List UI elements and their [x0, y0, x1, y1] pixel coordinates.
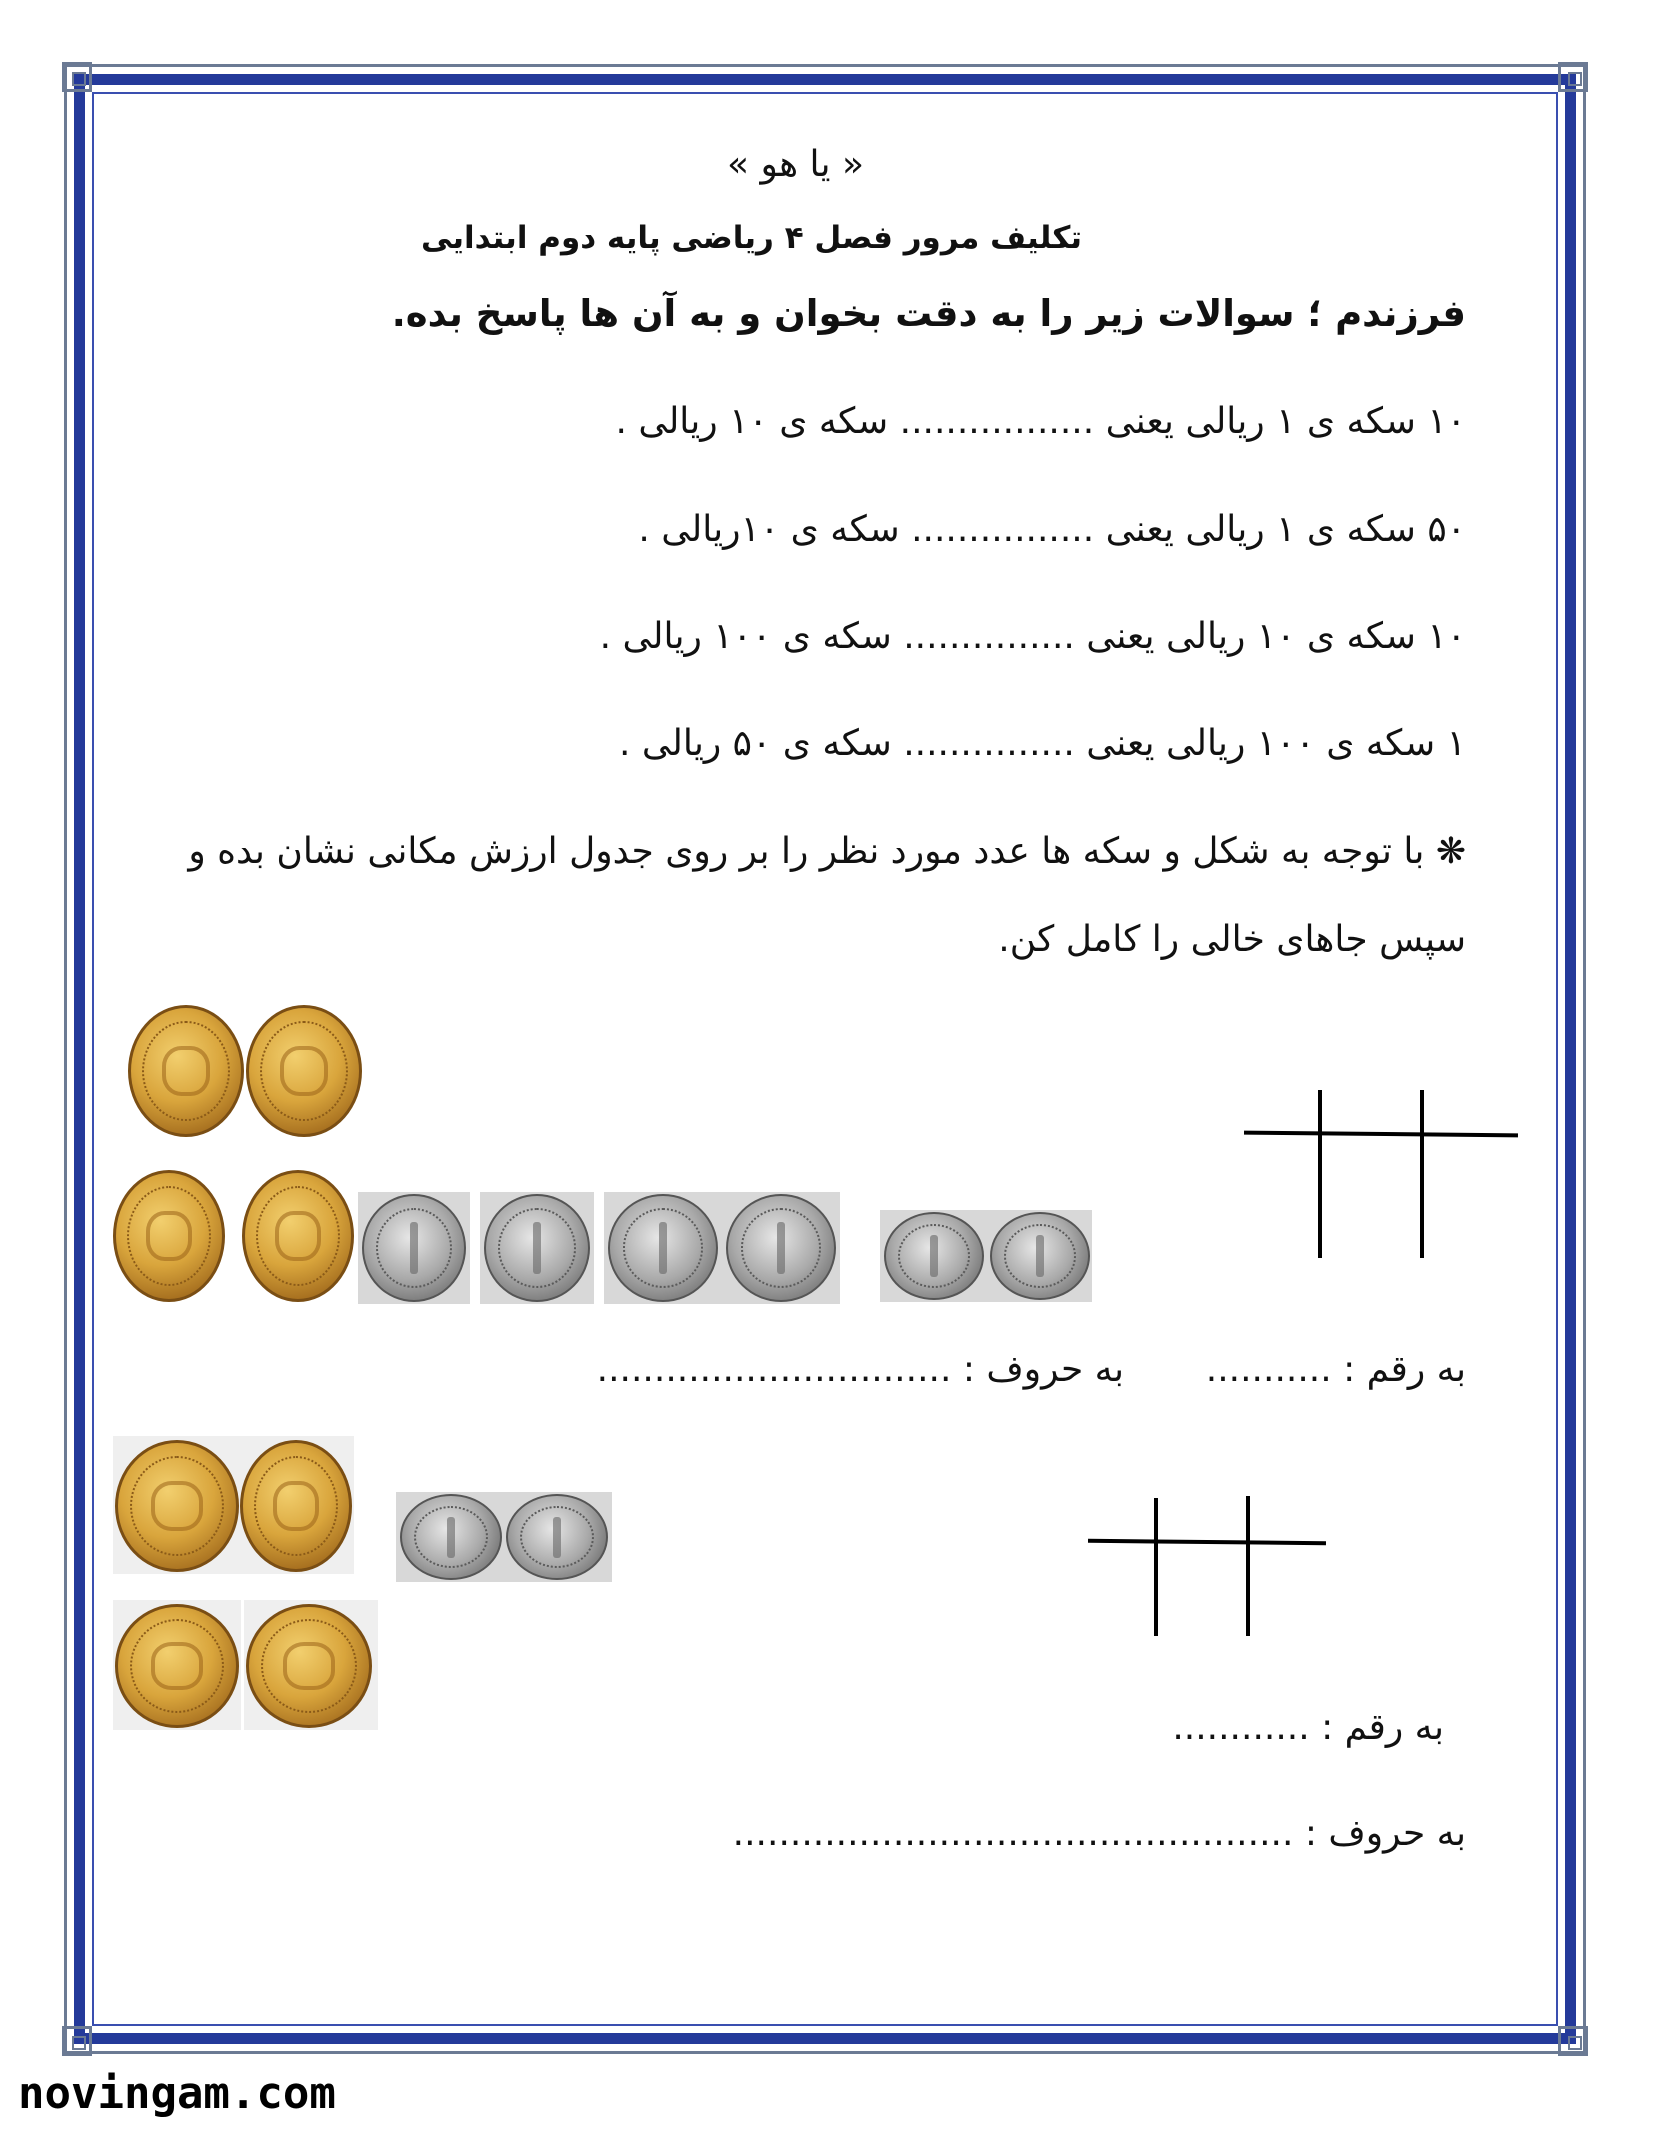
worksheet-title: تکلیف مرور فصل ۴ ریاضی پایه دوم ابتدایی [420, 220, 1082, 256]
border-corner-ornament [1558, 2026, 1588, 2056]
question-3: ۱۰ سکه ی ۱۰ ریالی یعنی ............... سکه ی ۱۰۰ ریالی . [599, 616, 1466, 657]
task-instruction-continued: سپس جاهای خالی را کامل کن. [998, 919, 1466, 960]
coin-1-rial [990, 1212, 1090, 1300]
coin-50-rial [240, 1440, 352, 1572]
exercise-2-digits-field[interactable]: به رقم : ............ [1172, 1707, 1444, 1748]
question-4: ۱ سکه ی ۱۰۰ ریالی یعنی ............... سکه ی ۵۰ ریالی . [618, 723, 1466, 764]
coin-1-rial [506, 1494, 608, 1580]
coin-50-rial [115, 1604, 239, 1728]
coin-10-rial [726, 1194, 836, 1302]
task-instruction: ❋ با توجه به شکل و سکه ها عدد مورد نظر را بر روی جدول ارزش مکانی نشان بده و [188, 831, 1466, 872]
exercise-1-words-field[interactable]: به حروف : ............................... [596, 1349, 1124, 1390]
border-corner-ornament [1558, 62, 1588, 92]
coin-100-rial [246, 1005, 362, 1137]
exercise-2-words-field[interactable]: به حروف : ................................................. [732, 1813, 1466, 1854]
coin-100-rial [113, 1170, 225, 1302]
place-value-divider [1318, 1090, 1322, 1258]
invocation: « یا هو » [727, 144, 864, 185]
coin-50-rial [246, 1604, 372, 1728]
coin-10-rial [484, 1194, 590, 1302]
coin-50-rial [115, 1440, 239, 1572]
coin-1-rial [884, 1212, 984, 1300]
border-corner-ornament [62, 2026, 92, 2056]
site-watermark: novingam.com [18, 2068, 336, 2119]
instruction: فرزندم ؛ سوالات زیر را به دقت بخوان و به آن ها پاسخ بده. [391, 292, 1466, 335]
coin-100-rial [128, 1005, 244, 1137]
border-corner-ornament [62, 62, 92, 92]
question-2: ۵۰ سکه ی ۱ ریالی یعنی ................ سکه ی ۱۰ریالی . [638, 509, 1466, 550]
question-1: ۱۰ سکه ی ۱ ریالی یعنی ................. سکه ی ۱۰ ریالی . [615, 401, 1466, 442]
coin-10-rial [362, 1194, 466, 1302]
coin-100-rial [242, 1170, 354, 1302]
place-value-divider [1154, 1498, 1158, 1636]
exercise-1-digits-field[interactable]: به رقم : ........... [1205, 1349, 1466, 1390]
coin-1-rial [400, 1494, 502, 1580]
coin-10-rial [608, 1194, 718, 1302]
place-value-divider [1420, 1090, 1424, 1258]
place-value-divider [1246, 1496, 1250, 1636]
